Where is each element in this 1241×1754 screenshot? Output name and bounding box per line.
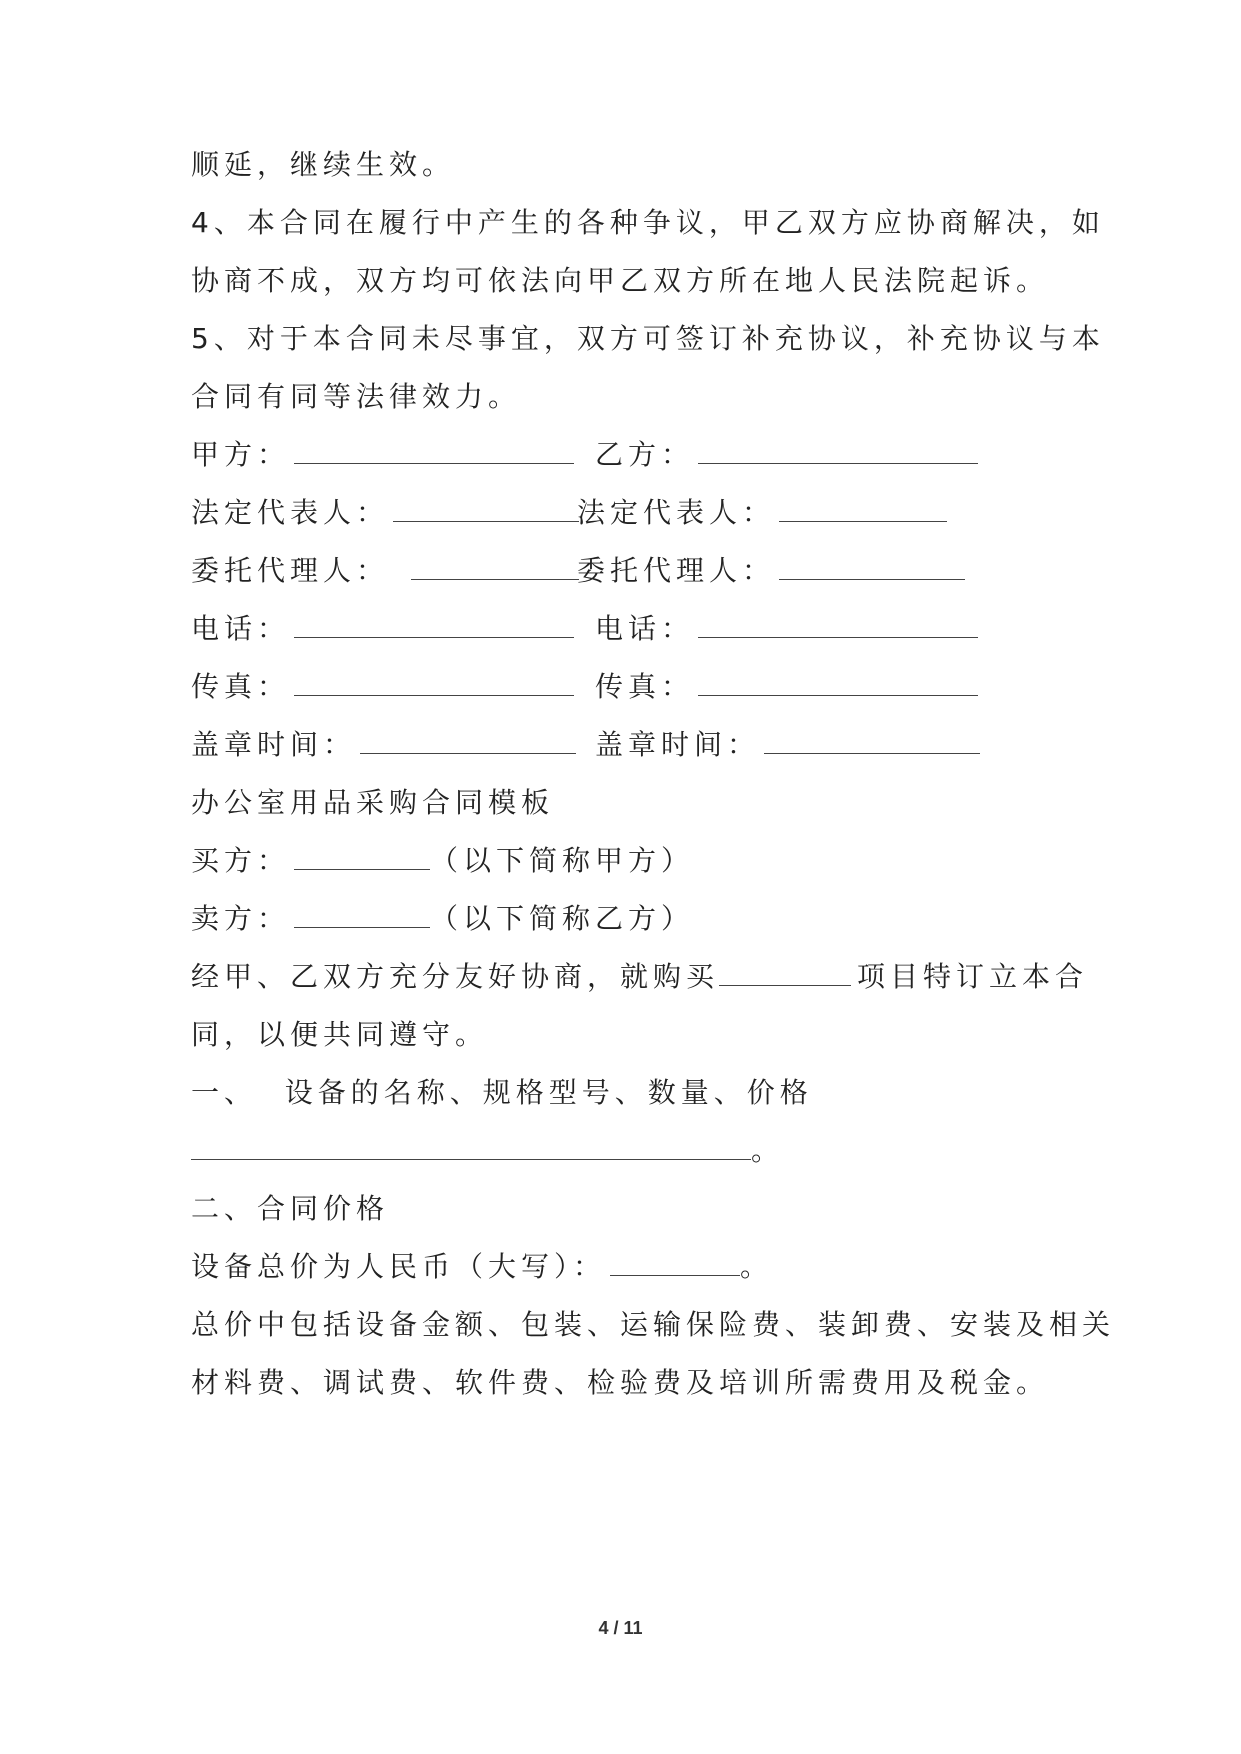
section1-blank-line — [191, 1131, 784, 1171]
legal-rep-a-label: 法定代表人： — [191, 496, 390, 529]
legal-rep-a-field — [191, 493, 579, 533]
phone-b-label: 电话： — [595, 612, 695, 645]
seal-time-a-blank — [360, 727, 576, 754]
intro-line — [191, 957, 1088, 997]
total-price-label: 设备总价为人民币（大写）： — [191, 1250, 607, 1283]
party-a-field — [191, 435, 574, 475]
legal-rep-b-field — [577, 493, 947, 533]
party-a-blank — [294, 437, 574, 464]
fax-a-label: 传真： — [191, 670, 291, 703]
section1-title: 一、 设备的名称、规格型号、数量、价格 — [191, 1076, 813, 1109]
paragraph-line: 5、对于本合同未尽事宜，双方可签订补充协议，补充协议与本 — [191, 322, 1105, 355]
phone-b-field — [595, 609, 978, 649]
seller-label: 卖方： — [191, 902, 291, 935]
intro-text-2: 项目特订立本合 — [857, 960, 1089, 993]
total-price-blank — [610, 1249, 740, 1276]
seal-time-a-field — [191, 725, 576, 765]
fax-a-field — [191, 667, 574, 707]
paragraph-line: 顺延，继续生效。 — [191, 148, 456, 181]
contract-title: 办公室用品采购合同模板 — [191, 786, 555, 819]
phone-a-blank — [294, 611, 574, 638]
project-blank — [719, 959, 851, 986]
total-price-end: 。 — [740, 1250, 774, 1283]
party-b-field — [595, 435, 978, 475]
party-b-blank — [698, 437, 978, 464]
intro-text-1: 经甲、乙双方充分友好协商，就购买 — [191, 960, 720, 993]
seal-time-b-label: 盖章时间： — [595, 728, 761, 761]
includes-line: 材料费、调试费、软件费、检验费及培训所需费用及税金。 — [191, 1366, 1050, 1399]
seller-note: （以下简称乙方） — [430, 902, 695, 935]
legal-rep-a-blank — [393, 495, 579, 522]
agent-b-label: 委托代理人： — [577, 554, 776, 587]
intro-line-2: 同，以便共同遵守。 — [191, 1018, 489, 1051]
seller-field — [191, 899, 694, 939]
seal-time-a-label: 盖章时间： — [191, 728, 357, 761]
equipment-list-blank — [191, 1133, 751, 1160]
agent-b-field — [577, 551, 965, 591]
paragraph-line: 合同有同等法律效力。 — [191, 380, 522, 413]
buyer-field — [191, 841, 694, 881]
agent-a-field — [191, 551, 579, 591]
seller-blank — [294, 901, 430, 928]
agent-b-blank — [779, 553, 965, 580]
seal-time-b-blank — [764, 727, 980, 754]
agent-a-label: 委托代理人： — [191, 554, 390, 587]
section1-end: 。 — [751, 1134, 785, 1167]
section2-title: 二、合同价格 — [191, 1192, 390, 1225]
total-price-line — [191, 1247, 773, 1287]
phone-a-field — [191, 609, 574, 649]
paragraph-line: 协商不成，双方均可依法向甲乙双方所在地人民法院起诉。 — [191, 264, 1050, 297]
party-b-label: 乙方： — [595, 438, 695, 471]
buyer-label: 买方： — [191, 844, 291, 877]
phone-b-blank — [698, 611, 978, 638]
agent-a-blank — [411, 553, 579, 580]
buyer-blank — [294, 843, 430, 870]
fax-b-blank — [698, 669, 978, 696]
party-a-label: 甲方： — [191, 438, 291, 471]
includes-line: 总价中包括设备金额、包装、运输保险费、装卸费、安装及相关 — [191, 1308, 1116, 1341]
fax-b-label: 传真： — [595, 670, 695, 703]
page-number: 4 / 11 — [598, 1618, 643, 1638]
legal-rep-b-label: 法定代表人： — [577, 496, 776, 529]
fax-a-blank — [294, 669, 574, 696]
fax-b-field — [595, 667, 978, 707]
buyer-note: （以下简称甲方） — [430, 844, 695, 877]
phone-a-label: 电话： — [191, 612, 291, 645]
legal-rep-b-blank — [779, 495, 947, 522]
seal-time-b-field — [595, 725, 980, 765]
paragraph-line: 4、本合同在履行中产生的各种争议，甲乙双方应协商解决，如 — [191, 206, 1105, 239]
